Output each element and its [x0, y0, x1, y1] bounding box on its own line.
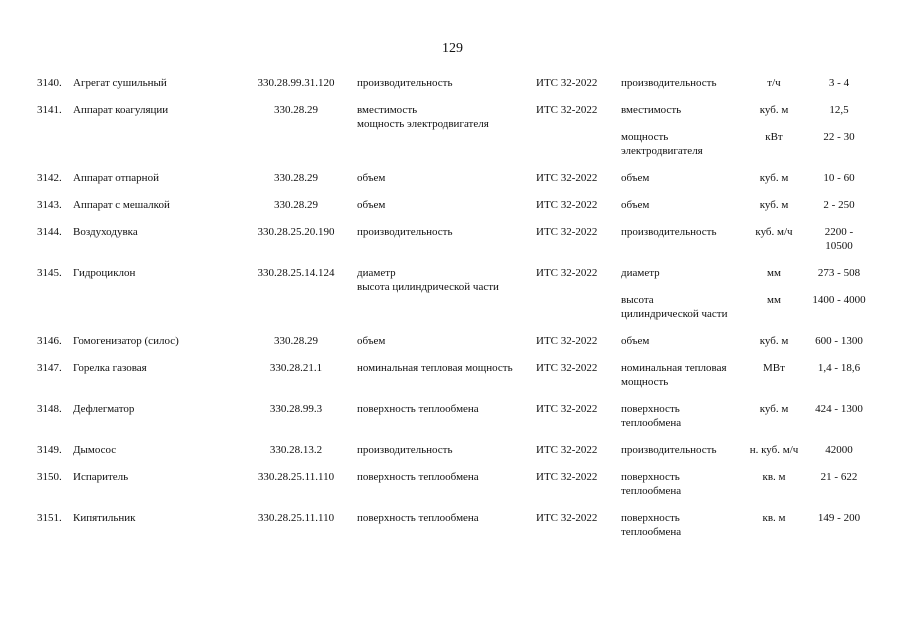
- equipment-name: Гидроциклон: [73, 267, 136, 279]
- parameter-value-line: 600 - 1300: [815, 335, 863, 347]
- parameter-value: [806, 443, 872, 457]
- equipment-name: Аппарат коагуляции: [73, 104, 169, 116]
- equipment-name: Воздуходувка: [73, 226, 138, 238]
- parameter-unit-line: кв. м: [762, 471, 786, 483]
- parameter-name: [621, 130, 703, 158]
- table-row: [0, 402, 905, 443]
- classifier-code: 330.28.29: [274, 104, 318, 116]
- parameter-value-line: 21 - 622: [820, 471, 858, 483]
- reference-document: ИТС 32-2022: [536, 199, 598, 211]
- reference-document: ИТС 32-2022: [536, 444, 598, 456]
- page-number: 129: [442, 41, 463, 56]
- characteristics-line: производительность: [357, 444, 453, 456]
- row-number: 3144.: [37, 226, 62, 238]
- parameter-name-line: объем: [621, 199, 650, 211]
- parameter-unit-line: куб. м/ч: [755, 226, 793, 238]
- characteristics-line: производительность: [357, 77, 453, 89]
- characteristics-line: объем: [357, 335, 386, 347]
- table-row: [0, 171, 905, 198]
- characteristics-line: поверхность теплообмена: [357, 403, 479, 415]
- parameter-value-line: 22 - 30: [823, 131, 855, 143]
- parameter-name-line: поверхность: [621, 512, 680, 524]
- parameter-value: [806, 171, 872, 185]
- row-number: 3150.: [37, 471, 62, 483]
- parameter-name-line: объем: [621, 172, 650, 184]
- table-row: [0, 511, 905, 552]
- parameter-name-line: теплообмена: [621, 417, 682, 429]
- table-row: [0, 361, 905, 402]
- parameter-name-line: поверхность: [621, 403, 680, 415]
- parameter-name: [621, 511, 681, 539]
- reference-document: ИТС 32-2022: [536, 104, 598, 116]
- parameter-unit: [742, 511, 806, 525]
- reference-document: ИТС 32-2022: [536, 512, 598, 524]
- characteristics: [357, 171, 385, 185]
- table-row: [0, 198, 905, 225]
- row-number: 3142.: [37, 172, 62, 184]
- reference-document: ИТС 32-2022: [536, 226, 598, 238]
- classifier-code: 330.28.99.31.120: [257, 77, 335, 89]
- parameter-unit-line: куб. м: [759, 172, 789, 184]
- parameter-unit-line: куб. м: [759, 104, 789, 116]
- parameter-value: [806, 225, 872, 253]
- reference-document: ИТС 32-2022: [536, 362, 598, 374]
- parameter-unit-line: МВт: [763, 362, 785, 374]
- parameter-value-line: 10 - 60: [823, 172, 855, 184]
- parameter-unit: [742, 103, 806, 117]
- parameter-name: [621, 334, 649, 348]
- classifier-code: 330.28.29: [274, 172, 318, 184]
- parameter-value: [806, 130, 872, 144]
- parameter-name-line: производительность: [621, 77, 717, 89]
- parameter-name: [621, 443, 716, 457]
- parameter-unit: [742, 171, 806, 185]
- parameter-unit: [742, 361, 806, 375]
- parameter-value-line: 1400 - 4000: [812, 294, 866, 306]
- equipment-name: Кипятильник: [73, 512, 136, 524]
- parameter-value-line: 42000: [825, 444, 853, 456]
- parameter-name: [621, 76, 716, 90]
- characteristics: [357, 443, 452, 457]
- table-row: [0, 266, 905, 334]
- characteristics: [357, 470, 479, 484]
- characteristics-line: высота цилиндрической части: [357, 281, 499, 293]
- equipment-name: Дефлегматор: [73, 403, 135, 415]
- parameter-name-line: теплообмена: [621, 526, 682, 538]
- table-row: [0, 225, 905, 266]
- parameter-name: [621, 402, 681, 430]
- characteristics: [357, 511, 479, 525]
- table-row: [0, 76, 905, 103]
- parameter-name-line: мощность: [621, 131, 669, 143]
- characteristics: [357, 361, 513, 375]
- row-number: 3148.: [37, 403, 62, 415]
- parameter-name-line: электродвигателя: [621, 145, 703, 157]
- parameter-name-line: теплообмена: [621, 485, 682, 497]
- reference-document: ИТС 32-2022: [536, 267, 598, 279]
- characteristics-line: объем: [357, 199, 386, 211]
- characteristics: [357, 266, 499, 294]
- parameter-value: [806, 402, 872, 416]
- parameter-value-line: 2200 -: [824, 226, 854, 238]
- characteristics: [357, 334, 385, 348]
- parameter-name-line: номинальная тепловая: [621, 362, 727, 374]
- parameter-value: [806, 361, 872, 375]
- parameter-unit-line: н. куб. м/ч: [749, 444, 799, 456]
- reference-document: ИТС 32-2022: [536, 403, 598, 415]
- parameter-name-line: цилиндрической части: [621, 308, 728, 320]
- parameter-name: [621, 266, 660, 280]
- parameter-unit: [742, 130, 806, 144]
- classifier-code: 330.28.29: [274, 199, 318, 211]
- characteristics-line: вместимость: [357, 104, 418, 116]
- characteristics: [357, 198, 385, 212]
- parameter-value-line: 12,5: [829, 104, 849, 116]
- parameter-unit: [742, 334, 806, 348]
- parameter-unit-line: кВт: [765, 131, 783, 143]
- parameter-unit: [742, 443, 806, 457]
- parameter-unit-line: куб. м: [759, 335, 789, 347]
- parameter-name-line: объем: [621, 335, 650, 347]
- characteristics-line: номинальная тепловая мощность: [357, 362, 513, 374]
- parameter-name: [621, 361, 727, 389]
- parameter-value-line: 2 - 250: [823, 199, 855, 211]
- characteristics: [357, 402, 479, 416]
- row-number: 3151.: [37, 512, 62, 524]
- classifier-code: 330.28.25.14.124: [257, 267, 335, 279]
- parameter-unit: [742, 293, 806, 307]
- characteristics: [357, 103, 489, 131]
- parameter-value-line: 10500: [825, 240, 853, 252]
- equipment-table: [0, 76, 905, 552]
- parameter-value: [806, 293, 872, 307]
- parameter-name: [621, 198, 649, 212]
- parameter-value: [806, 334, 872, 348]
- parameter-value-line: 1,4 - 18,6: [817, 362, 861, 374]
- parameter-unit: [742, 76, 806, 90]
- parameter-name-line: поверхность: [621, 471, 680, 483]
- parameter-value-line: 3 - 4: [828, 77, 850, 89]
- parameter-unit: [742, 402, 806, 416]
- classifier-code: 330.28.25.20.190: [257, 226, 335, 238]
- parameter-name-line: диаметр: [621, 267, 660, 279]
- table-row: [0, 103, 905, 171]
- parameter-unit: [742, 266, 806, 280]
- parameter-value-line: 273 - 508: [817, 267, 861, 279]
- parameter-unit-line: кв. м: [762, 512, 786, 524]
- parameter-name-line: высота: [621, 294, 654, 306]
- classifier-code: 330.28.13.2: [269, 444, 323, 456]
- reference-document: ИТС 32-2022: [536, 471, 598, 483]
- parameter-value: [806, 511, 872, 525]
- equipment-name: Гомогенизатор (силос): [73, 335, 179, 347]
- parameter-name: [621, 103, 681, 117]
- table-row: [0, 443, 905, 470]
- parameter-value: [806, 103, 872, 117]
- equipment-name: Аппарат отпарной: [73, 172, 159, 184]
- classifier-code: 330.28.25.11.110: [257, 471, 335, 483]
- parameter-name: [621, 470, 681, 498]
- reference-document: ИТС 32-2022: [536, 77, 598, 89]
- equipment-name: Аппарат с мешалкой: [73, 199, 170, 211]
- characteristics-line: производительность: [357, 226, 453, 238]
- equipment-name: Горелка газовая: [73, 362, 147, 374]
- reference-document: ИТС 32-2022: [536, 335, 598, 347]
- classifier-code: 330.28.25.11.110: [257, 512, 335, 524]
- row-number: 3149.: [37, 444, 62, 456]
- row-number: 3143.: [37, 199, 62, 211]
- table-row: [0, 470, 905, 511]
- parameter-name: [621, 225, 716, 239]
- equipment-name: Агрегат сушильный: [73, 77, 167, 89]
- parameter-unit: [742, 470, 806, 484]
- parameter-unit-line: куб. м: [759, 199, 789, 211]
- parameter-name: [621, 293, 728, 321]
- characteristics: [357, 76, 452, 90]
- row-number: 3141.: [37, 104, 62, 116]
- classifier-code: 330.28.29: [274, 335, 318, 347]
- parameter-value: [806, 198, 872, 212]
- classifier-code: 330.28.99.3: [269, 403, 323, 415]
- parameter-unit-line: мм: [767, 294, 781, 306]
- parameter-value: [806, 266, 872, 280]
- characteristics-line: диаметр: [357, 267, 396, 279]
- parameter-name: [621, 171, 649, 185]
- table-row: [0, 334, 905, 361]
- parameter-name-line: производительность: [621, 226, 717, 238]
- row-number: 3140.: [37, 77, 62, 89]
- parameter-unit: [742, 225, 806, 239]
- characteristics-line: мощность электродвигателя: [357, 118, 489, 130]
- parameter-unit: [742, 198, 806, 212]
- parameter-value: [806, 470, 872, 484]
- parameter-name-line: вместимость: [621, 104, 682, 116]
- reference-document: ИТС 32-2022: [536, 172, 598, 184]
- parameter-name-line: мощность: [621, 376, 669, 388]
- row-number: 3147.: [37, 362, 62, 374]
- parameter-name-line: производительность: [621, 444, 717, 456]
- parameter-unit-line: т/ч: [767, 77, 781, 89]
- row-number: 3145.: [37, 267, 62, 279]
- equipment-name: Дымосос: [73, 444, 117, 456]
- characteristics-line: поверхность теплообмена: [357, 471, 479, 483]
- parameter-unit-line: мм: [767, 267, 781, 279]
- characteristics-line: объем: [357, 172, 386, 184]
- classifier-code: 330.28.21.1: [269, 362, 323, 374]
- parameter-unit-line: куб. м: [759, 403, 789, 415]
- parameter-value-line: 424 - 1300: [815, 403, 863, 415]
- parameter-value: [806, 76, 872, 90]
- parameter-value-line: 149 - 200: [817, 512, 861, 524]
- characteristics-line: поверхность теплообмена: [357, 512, 479, 524]
- row-number: 3146.: [37, 335, 62, 347]
- equipment-name: Испаритель: [73, 471, 129, 483]
- characteristics: [357, 225, 452, 239]
